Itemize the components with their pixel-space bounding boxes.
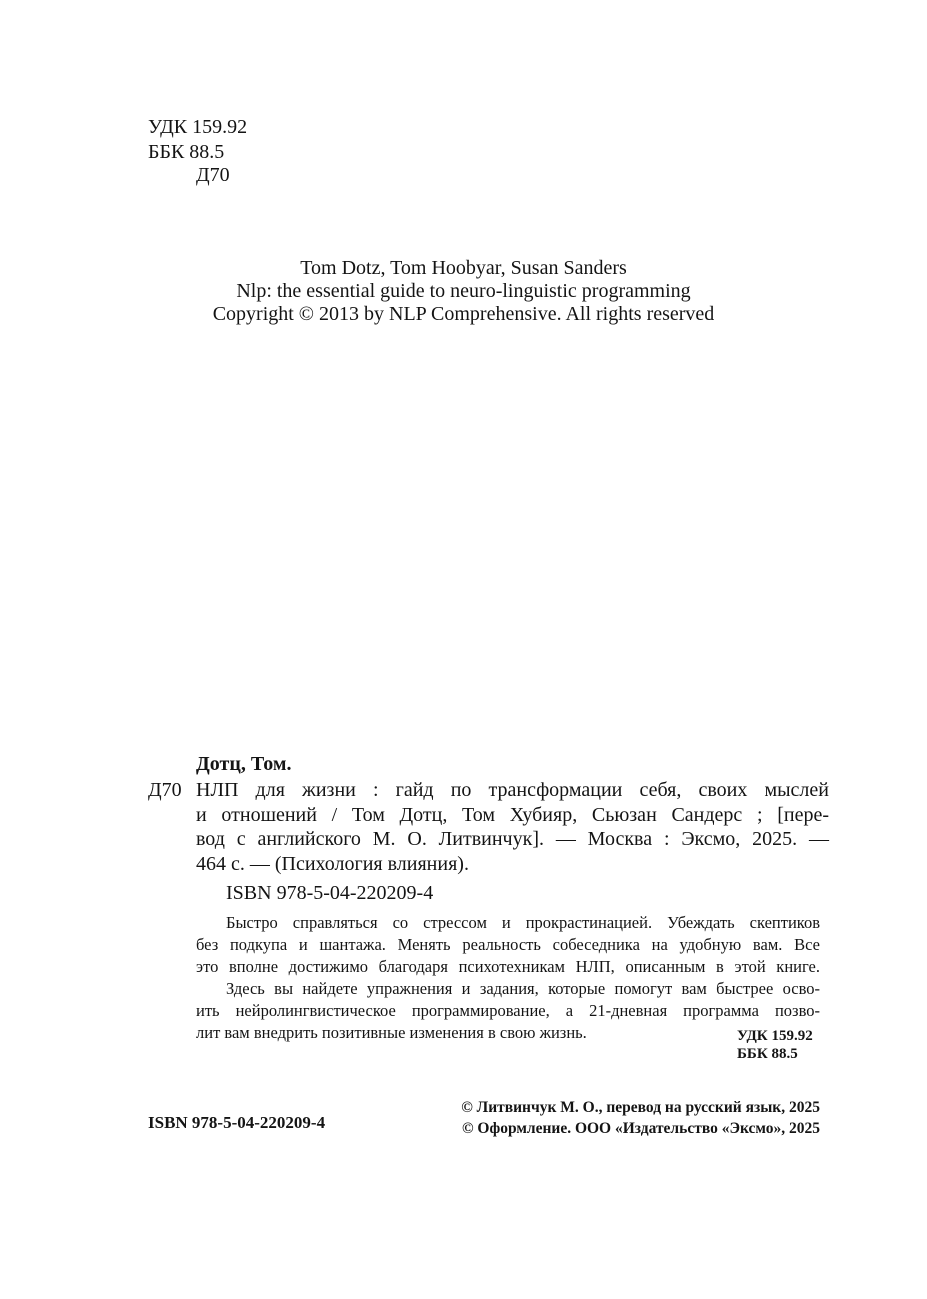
entry-author-mark: Д70 <box>148 779 182 801</box>
original-title: Nlp: the essential guide to neuro-linguistic programming <box>236 280 691 302</box>
annotation-line: Здесь вы найдете упражнения и задания, которые помогут вам быстрее осво- <box>226 979 820 998</box>
copyright-block <box>461 1097 820 1139</box>
copyright-translation: © Литвинчук М. О., перевод на русский язык, 2025 <box>461 1099 820 1116</box>
entry-isbn: ISBN 978-5-04-220209-4 <box>226 882 434 904</box>
udk-code: УДК 159.92 <box>148 116 248 138</box>
entry-description-line: вод с английского М. О. Литвинчук]. — Москва : Эксмо, 2025. — <box>196 828 829 850</box>
udk-code-bottom: УДК 159.92 <box>737 1028 813 1044</box>
bbk-code: ББК 88.5 <box>148 141 225 163</box>
annotation-line: это вполне достижимо благодаря психотехникам НЛП, описанным в этой книге. <box>196 957 820 976</box>
original-edition-block <box>0 257 927 326</box>
entry-description <box>196 778 829 876</box>
original-authors: Tom Dotz, Tom Hoobyar, Susan Sanders <box>300 257 627 279</box>
annotation-line: ить нейролингвистическое программирование, а 21-дневная программа позво- <box>196 1001 820 1020</box>
copyright-design: © Оформление. ООО «Издательство «Эксмо», 2025 <box>461 1120 820 1137</box>
original-copyright: Copyright © 2013 by NLP Comprehensive. All rights reserved <box>212 303 715 325</box>
annotation-line: лит вам внедрить позитивные изменения в свою жизнь. <box>196 1023 587 1042</box>
annotation-paragraph-2 <box>196 978 820 1044</box>
entry-description-line: НЛП для жизни : гайд по трансформации себя, своих мыслей <box>196 779 829 801</box>
annotation-line: Быстро справляться со стрессом и прокрастинацией. Убеждать скептиков <box>226 913 820 932</box>
entry-description-line: и отношений / Том Дотц, Том Хубияр, Сьюзан Сандерс ; [пере- <box>196 803 829 826</box>
author-mark: Д70 <box>196 164 230 186</box>
bbk-code-bottom: ББК 88.5 <box>737 1046 798 1062</box>
entry-author-heading: Дотц, Том. <box>196 753 292 775</box>
entry-description-line: 464 с. — (Психология влияния). <box>196 852 469 875</box>
annotation-line: без подкупа и шантажа. Менять реальность собеседника на удобную вам. Все <box>196 935 820 954</box>
codes-bottom <box>737 1027 813 1063</box>
annotation-paragraph-1 <box>196 912 820 978</box>
isbn-bottom: ISBN 978-5-04-220209-4 <box>148 1113 326 1132</box>
